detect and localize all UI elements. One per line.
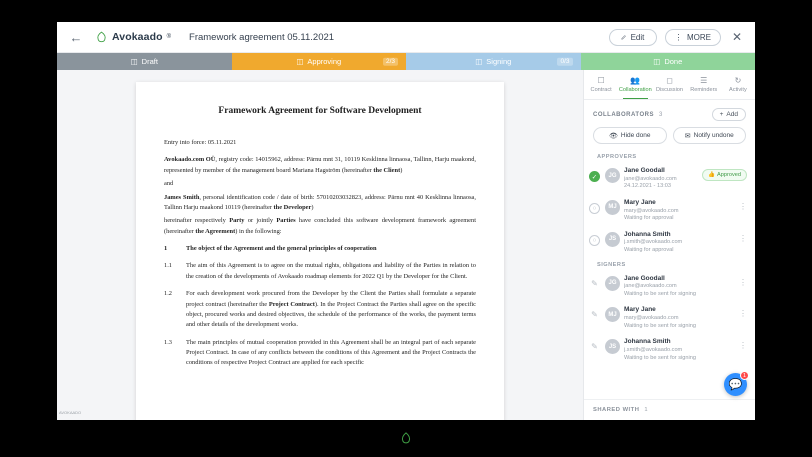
tab-collaboration[interactable] (618, 70, 652, 99)
status-badge (702, 169, 747, 181)
avatar: MJ (605, 307, 620, 322)
clause-1-1 (164, 261, 476, 282)
tab-activity-label: Activity (729, 86, 747, 93)
approver-info (624, 199, 735, 223)
signer-name: Mary Jane (624, 306, 656, 314)
topbar-actions (609, 29, 746, 46)
step-draft-label: Draft (141, 57, 158, 66)
document-icon: ☐ (597, 75, 605, 85)
clause-1-1-number: 1.1 (164, 262, 172, 270)
people-icon: 👥 (630, 75, 641, 85)
contract-heading: Framework Agreement for Software Development (218, 106, 422, 116)
dots-icon: ⋮ (674, 32, 683, 42)
avatar: JG (605, 276, 620, 291)
pen-icon: ✎ (591, 310, 598, 320)
approvers-label: APPROVERS (597, 154, 637, 160)
approver-state (588, 231, 601, 246)
thumbs-up-icon: 👍 (708, 172, 716, 178)
shared-with-row[interactable] (584, 399, 755, 420)
approver-email: j.smith@avokaado.com (624, 239, 683, 246)
avatar: JG (605, 168, 620, 183)
parties-preamble: hereinafter respectively Party or jointly Parties have concluded this software development framework agreement (hereinafter the Agreement) in the following: (164, 217, 476, 235)
step-draft[interactable] (57, 53, 232, 70)
step-approving[interactable] (232, 53, 407, 70)
home-leaf-icon[interactable] (399, 431, 414, 446)
signer-email: j.smith@avokaado.com (624, 347, 683, 354)
edit-button[interactable] (609, 29, 657, 46)
workflow-steps (57, 53, 755, 70)
hide-done-button[interactable] (593, 127, 667, 144)
approver-state (588, 199, 601, 214)
step-approving-label: Approving (307, 57, 342, 66)
avatar: JS (605, 339, 620, 354)
signer-info (624, 275, 735, 299)
tab-collaboration-label: Collaboration (618, 86, 652, 93)
more-button[interactable] (665, 29, 722, 46)
notify-undone-label: Notify undone (693, 132, 734, 139)
tab-contract[interactable] (584, 70, 618, 99)
signer-info (624, 338, 735, 362)
file-done-icon: ◫ (653, 57, 661, 66)
viewer-watermark: AVOKAADO (59, 410, 82, 415)
approver-state (588, 167, 601, 182)
signer-status: Waiting to be sent for signing (624, 290, 696, 297)
approver-name: Jane Goodall (624, 167, 665, 174)
tab-reminders-label: Reminders (690, 86, 718, 93)
approver-email: jane@avokaado.com (624, 175, 677, 182)
pen-icon: ✎ (591, 278, 598, 288)
status-badge-label: Approved (717, 172, 741, 178)
signer-state (588, 338, 601, 351)
clause-1-3-number: 1.3 (164, 338, 172, 346)
chat-icon: 💬 (728, 379, 743, 391)
approver-name: Mary Jane (624, 198, 656, 206)
clause-1-3-text: The main principles of mutual cooperation provided in this Agreement shall be an integral part of each separate Project Contract. In case of any conflicts between the conditions of this Agreement and the Project Contracts the conditions of respective Project Contract are applied for each specific (186, 338, 476, 367)
approver-name: Johanna Smith (624, 230, 671, 238)
conjunction-and: and (164, 180, 174, 188)
avatar: JS (605, 232, 620, 247)
shared-with-label: SHARED WITH (593, 407, 640, 413)
hide-done-label: Hide done (620, 132, 651, 139)
collab-actions (584, 125, 755, 151)
row-menu-icon[interactable]: ⋮ (739, 309, 747, 319)
approver-status: Waiting for approval (624, 247, 674, 254)
document-page (136, 82, 504, 420)
document-title: Framework agreement 05.11.2021 (189, 31, 335, 43)
brand-logo (95, 31, 171, 44)
approver-row[interactable] (584, 163, 755, 195)
clause-1-2-text: For each development work procured from the Developer by the Client the Parties shall formulate a separate project contract (hereinafter the Project Contract). In the Project Contract the Parties shall agree on the specific object, procured works and desired objectives, the schedule of the performance of the works, the payment terms and other details of the development works. (186, 290, 476, 329)
collaborators-label: COLLABORATORS (593, 111, 654, 118)
clause-1-2 (164, 289, 476, 331)
row-menu-icon[interactable]: ⋮ (739, 277, 747, 287)
party-client: Avokaado.com OÜ, registry code: 14015962, address: Pärnu mnt 31, 10119 Kesklinna linnaosa, Tallinn, Harju maakond, represented by member of the management board Mariana Hagström (hereinafter the Client) (164, 156, 476, 174)
clause-1-number: 1 (164, 245, 168, 252)
signer-row[interactable] (584, 302, 755, 334)
tab-discussion[interactable] (652, 70, 686, 99)
entry-into-force: Entry into force: 05.11.2021 (164, 139, 237, 146)
approver-row[interactable] (584, 195, 755, 227)
close-icon[interactable]: ✕ (731, 30, 743, 44)
check-icon: ✓ (589, 171, 600, 182)
row-menu-icon[interactable]: ⋮ (739, 201, 747, 211)
collaborators-header (584, 100, 755, 125)
signer-status: Waiting to be sent for signing (624, 354, 696, 361)
avatar: MJ (605, 200, 620, 215)
approver-info (624, 231, 735, 255)
clause-1-2-number: 1.2 (164, 290, 172, 298)
panel-tabs (584, 70, 755, 100)
clause-1-text: The object of the Agreement and the general principles of cooperation (186, 245, 377, 252)
add-button-label: Add (726, 111, 738, 118)
more-button-label: MORE (687, 32, 711, 42)
shared-with-count: 1 (644, 407, 648, 413)
main-body (57, 70, 755, 420)
step-done-label: Done (664, 57, 683, 66)
tab-activity[interactable] (721, 70, 755, 99)
brand-name: Avokaado (112, 31, 163, 43)
approver-email: mary@avokaado.com (624, 207, 679, 214)
file-icon: ◫ (130, 57, 138, 66)
party-developer: James Smith, personal identification code / date of birth: 57010203032823, address: Pärnu mnt 40 Kesklinna linnaosa, Tallinn Harju maakond 10119 (hereinafter the Developer) (164, 193, 476, 211)
clock-pending-icon: ○ (589, 235, 600, 246)
back-arrow-icon[interactable]: ← (69, 29, 83, 45)
signers-label: SIGNERS (597, 261, 626, 268)
chat-icon: ◻ (666, 75, 673, 85)
signer-email: mary@avokaado.com (624, 315, 679, 322)
collaborators-count: 3 (658, 111, 663, 118)
edit-button-label: Edit (630, 32, 645, 42)
mail-icon: ✉ (684, 132, 691, 140)
app-screen (57, 22, 755, 420)
pencil-icon (621, 34, 627, 40)
step-signing-label: Signing (486, 57, 512, 66)
eye-off-icon: 👁 (608, 132, 618, 140)
side-panel (583, 70, 755, 420)
signer-state (588, 306, 601, 319)
notify-undone-button[interactable] (673, 127, 747, 144)
brand-registered-mark: ® (166, 34, 172, 40)
approver-info (624, 167, 698, 191)
tab-reminders[interactable] (687, 70, 721, 99)
document-viewer[interactable] (57, 70, 583, 420)
signer-row[interactable] (584, 334, 755, 366)
approver-status: 24.12.2021 - 13:03 (624, 183, 671, 190)
add-collaborator-button[interactable] (712, 108, 746, 121)
approver-status: Waiting for approval (624, 215, 674, 222)
clause-1-1-text: The aim of this Agreement is to agree on the mutual rights, obligations and liability of the Parties in relation to the creation of the developments of Avokaado roadmap elements for 2022 Q1 by the Developer for the Client. (186, 262, 476, 280)
bell-icon: ☰ (700, 75, 708, 85)
plus-icon: + (719, 111, 724, 118)
top-bar (57, 22, 755, 53)
signer-row[interactable] (584, 271, 755, 303)
approver-row[interactable] (584, 227, 755, 259)
signer-state (588, 275, 601, 288)
row-menu-icon[interactable]: ⋮ (739, 341, 747, 351)
file-sign-icon: ◫ (475, 57, 483, 66)
avokaado-leaf-icon (95, 31, 108, 44)
file-check-icon: ◫ (296, 57, 304, 66)
step-done[interactable] (581, 53, 756, 70)
tab-contract-label: Contract (590, 86, 612, 93)
signer-name: Jane Goodall (624, 274, 665, 282)
step-signing[interactable] (406, 53, 581, 70)
clock-icon: ↻ (734, 75, 742, 85)
tab-discussion-label: Discussion (655, 86, 684, 93)
chat-launcher-button[interactable] (724, 373, 747, 396)
clock-pending-icon: ○ (589, 203, 600, 214)
signer-name: Johanna Smith (624, 338, 671, 346)
step-signing-count: 0/3 (557, 57, 572, 66)
chat-unread-badge: 1 (740, 371, 749, 380)
signer-status: Waiting to be sent for signing (624, 322, 696, 329)
row-menu-icon[interactable]: ⋮ (739, 233, 747, 243)
pen-icon: ✎ (591, 342, 598, 352)
clause-1-3 (164, 338, 476, 369)
clause-1 (164, 244, 476, 254)
signer-info (624, 306, 735, 330)
step-approving-count: 2/3 (383, 57, 398, 66)
signer-email: jane@avokaado.com (624, 283, 677, 290)
